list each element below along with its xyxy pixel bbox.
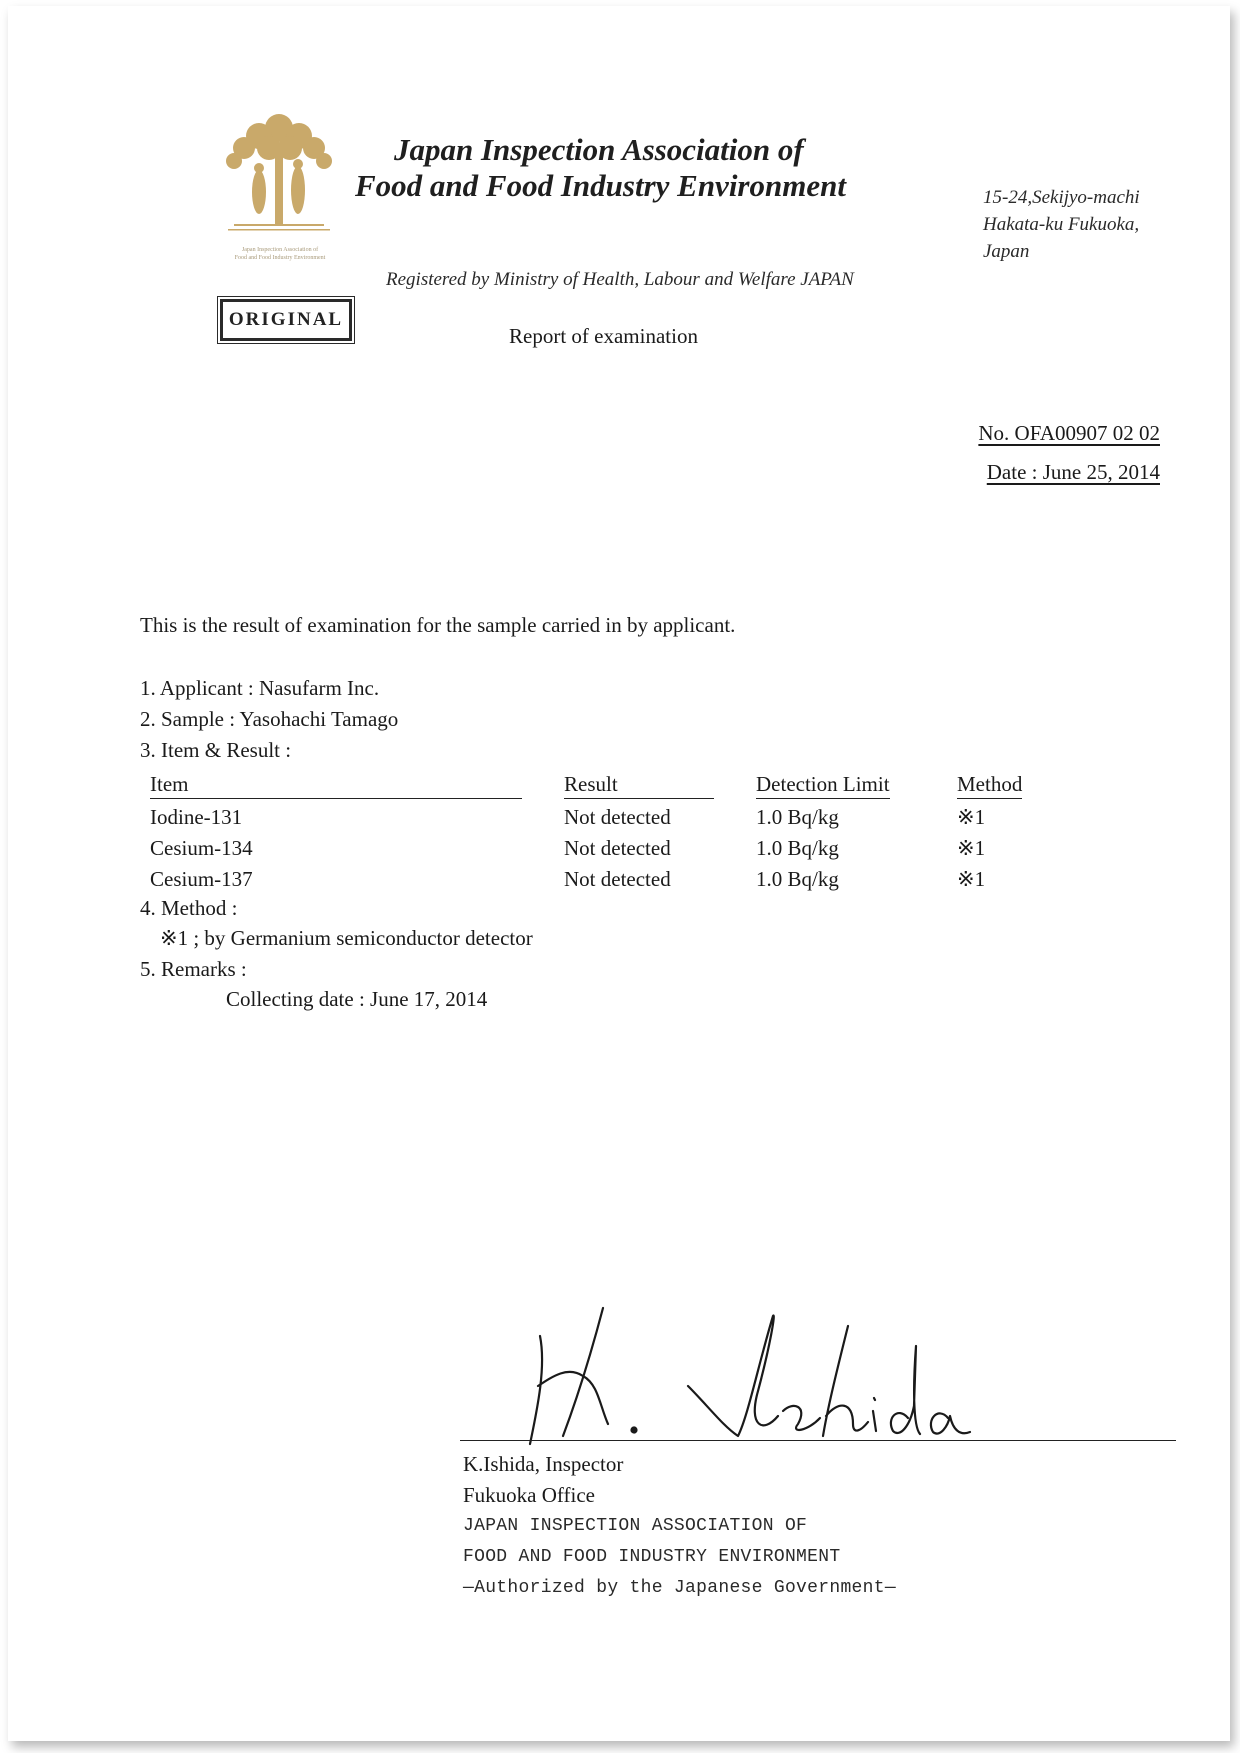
table-row <box>150 861 1047 892</box>
remarks-detail: Collecting date : June 17, 2014 <box>226 987 488 1011</box>
header-detection-limit: Detection Limit <box>756 772 890 799</box>
cell-item: Cesium-137 <box>150 867 253 891</box>
cell-limit: 1.0 Bq/kg <box>756 836 839 860</box>
document-page <box>8 6 1230 1741</box>
cell-item: Iodine-131 <box>150 805 243 829</box>
table-row <box>150 830 1047 861</box>
logo-caption-line1: Japan Inspection Association of <box>241 247 319 253</box>
report-title: Report of examination <box>509 324 698 348</box>
handwritten-signature <box>508 1306 988 1446</box>
cell-result: Not detected <box>564 867 671 891</box>
logo-caption <box>190 246 370 262</box>
org-name-line2: Food and Food Industry Environment <box>355 168 846 203</box>
reference-block <box>978 414 1160 492</box>
header-result: Result <box>564 772 714 799</box>
applicant-line: 1. Applicant : Nasufarm Inc. <box>140 676 380 700</box>
logo-caption-line2: Food and Food Industry Environment <box>234 255 326 261</box>
cell-method: ※1 <box>957 867 986 891</box>
address-line3: Japan <box>983 241 1030 262</box>
report-date: Date : June 25, 2014 <box>986 460 1160 484</box>
table-header-row <box>150 769 1047 799</box>
intro-text: This is the result of examination for the sample carried in by applicant. <box>140 613 736 637</box>
org-caps-line2: FOOD AND FOOD INDUSTRY ENVIRONMENT <box>463 1547 841 1567</box>
registration-line: Registered by Ministry of Health, Labour and Welfare JAPAN <box>386 269 854 290</box>
original-stamp: ORIGINAL <box>220 299 352 341</box>
authorization-line: —Authorized by the Japanese Government— <box>463 1578 896 1598</box>
header-item: Item <box>150 772 522 799</box>
cell-result: Not detected <box>564 836 671 860</box>
cell-method: ※1 <box>957 805 986 829</box>
remarks-heading: 5. Remarks : <box>140 957 247 981</box>
address-line1: 15-24,Sekijyo-machi <box>983 187 1140 208</box>
cell-limit: 1.0 Bq/kg <box>756 805 839 829</box>
method-heading: 4. Method : <box>140 896 238 920</box>
results-table <box>150 769 1050 892</box>
report-number: No. OFA00907 02 02 <box>978 421 1160 445</box>
tree-logo-icon <box>214 106 344 236</box>
signature-line <box>460 1440 1176 1441</box>
address <box>983 184 1140 265</box>
cell-item: Cesium-134 <box>150 836 253 860</box>
item-result-heading: 3. Item & Result : <box>140 738 292 762</box>
address-line2: Hakata-ku Fukuoka, <box>983 214 1140 235</box>
cell-method: ※1 <box>957 836 986 860</box>
org-name-line1: Japan Inspection Association of <box>394 132 804 167</box>
cell-limit: 1.0 Bq/kg <box>756 867 839 891</box>
inspector-name: K.Ishida, Inspector <box>463 1452 624 1476</box>
table-row <box>150 799 1047 830</box>
org-caps-line1: JAPAN INSPECTION ASSOCIATION OF <box>463 1516 808 1536</box>
method-detail: ※1 ; by Germanium semiconductor detector <box>160 926 533 950</box>
sample-line: 2. Sample : Yasohachi Tamago <box>140 707 399 731</box>
office-name: Fukuoka Office <box>463 1483 595 1507</box>
cell-result: Not detected <box>564 805 671 829</box>
header-method: Method <box>957 772 1022 799</box>
